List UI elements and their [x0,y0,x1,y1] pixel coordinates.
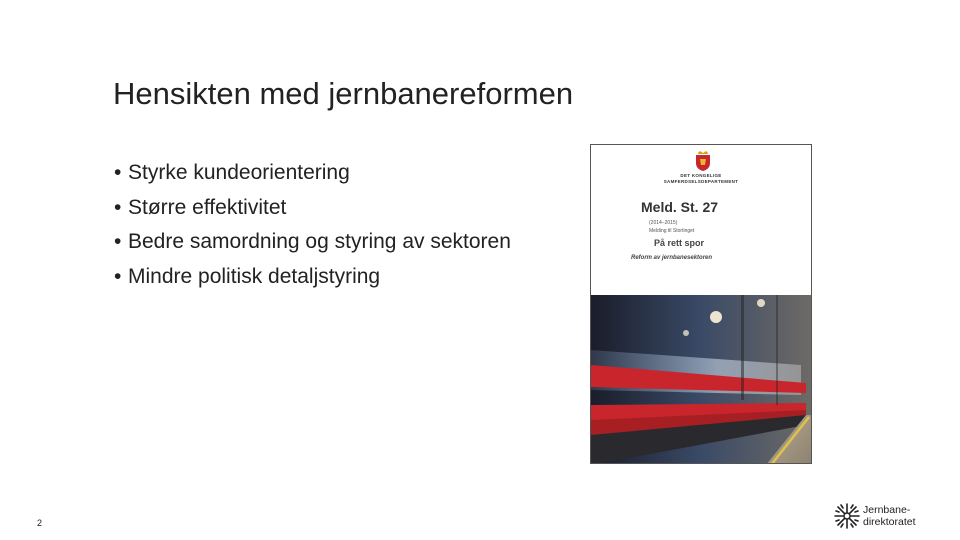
cover-period-text: (2014–2015) [649,220,678,226]
bullet-text: Styrke kundeorientering [128,161,350,184]
cover-subheading: Reform av jernbanesektoren [631,255,713,261]
logo-line2: direktoratet [863,516,916,528]
bullet-text: Større effektivitet [128,195,287,219]
jernbanedirektoratet-logo [833,502,933,532]
bullet-list [114,156,511,294]
train-photo [591,295,811,464]
bullet-marker: • [114,195,122,219]
cover-heading: På rett spor [654,238,705,248]
cover-document-number: Meld. St. 27 [641,199,719,215]
coat-of-arms-icon [694,150,712,172]
cover-department-line2: SAMFERDSELSDEPARTEMENT [663,178,739,184]
bullet-marker: • [114,264,122,288]
bullet-text: Mindre politisk detaljstyring [128,264,381,288]
page-number: 2 [37,518,43,528]
bullet-item [114,260,511,295]
cover-department-line1: DET KONGELIGE [680,173,722,178]
cover-header [591,145,811,295]
logo-text [863,504,916,528]
bullet-item [114,225,511,260]
bullet-marker: • [114,230,122,253]
cover-subtitle-small: Melding til Stortinget [649,228,695,234]
slide-title: Hensikten med jernbanereformen [113,76,574,111]
logo-line1: Jernbane- [863,504,911,516]
bullet-marker: • [114,161,122,184]
cover-period [649,219,694,235]
report-cover-image [590,144,812,464]
bullet-item [114,156,511,191]
bullet-text: Bedre samordning og styring av sektoren [128,230,511,253]
star-emblem-icon [833,502,861,530]
cover-department [591,173,811,184]
bullet-item [114,191,511,226]
